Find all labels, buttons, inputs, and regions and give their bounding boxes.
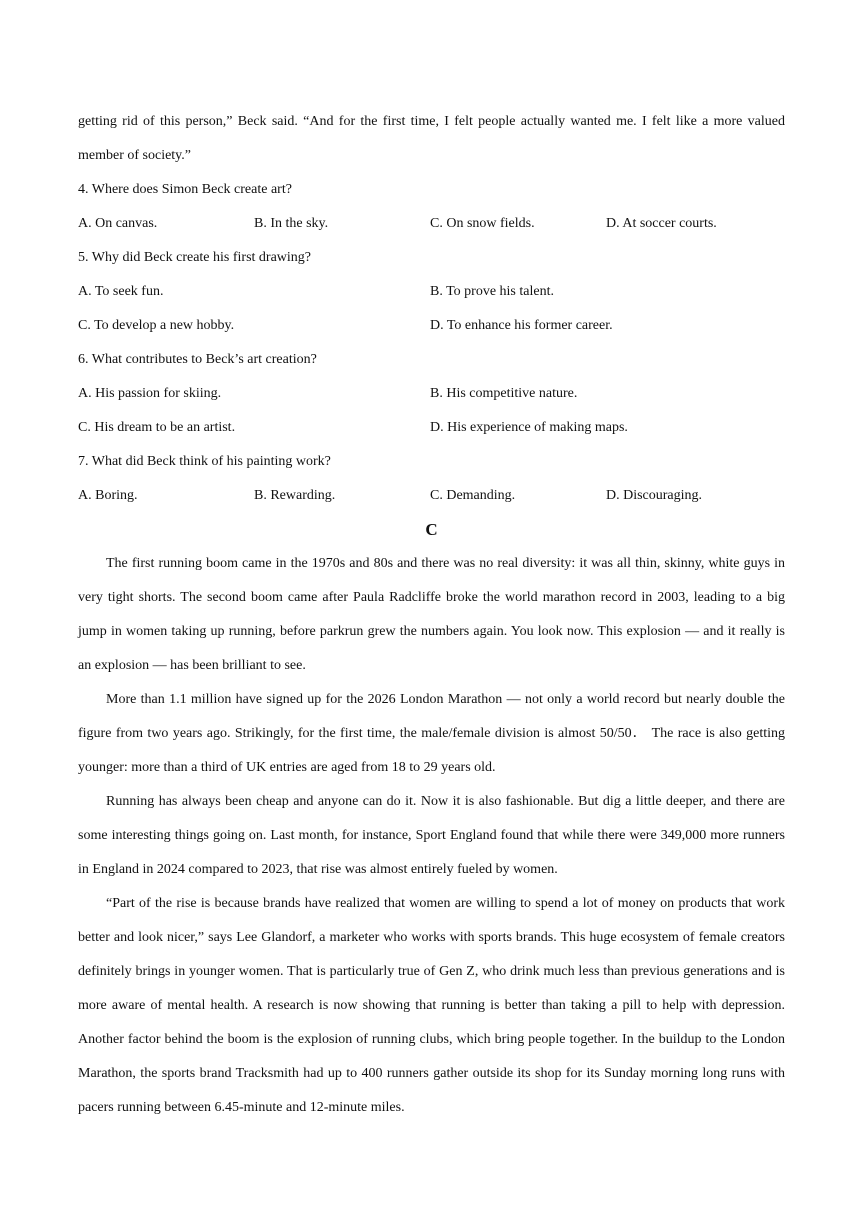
question-7-stem: 7. What did Beck think of his painting work? [78,454,331,469]
question-4-option-a: A. On canvas. [78,216,158,231]
question-5-option-b: B. To prove his talent. [430,284,554,299]
document-page [78,105,785,1125]
question-4-stem: 4. Where does Simon Beck create art? [78,182,292,197]
question-6-option-c: C. His dream to be an artist. [78,420,236,435]
question-7-option-d: D. Discouraging. [606,488,703,503]
section-paragraph-4: “Part of the rise is because brands have realized that women are willing to spend a lot of money on products that work better and look nicer,” says Lee Glandorf, a marketer who works with sports brands. This huge ecosystem of female creators definitely brings in younger women. That is particularly true of Gen Z, who drink much less than previous generations and is more aware of mental health. A research is now showing that running is better than taking a pill to help with depression. Another factor behind the boom is the explosion of running clubs, which bring people together. In the buildup to the London Marathon, the sports brand Tracksmith had up to 400 runners gather outside its shop for its Sunday morning long runs with pacers running between 6.45-minute and 12-minute miles. [78,896,785,1115]
question-6-options-row-2 [78,411,785,445]
question-5-option-d: D. To enhance his former career. [430,318,613,333]
question-7-option-c: C. Demanding. [430,488,516,503]
question-7-option-a: A. Boring. [78,488,138,503]
question-5-options-row-1 [78,275,785,309]
question-5-options-row-2 [78,309,785,343]
question-7-option-b: B. Rewarding. [254,488,336,503]
question-4-option-d: D. At soccer courts. [606,216,717,231]
question-7-options [78,479,785,513]
question-5-stem: 5. Why did Beck create his first drawing? [78,250,312,265]
question-6-option-a: A. His passion for skiing. [78,386,222,401]
question-6-options-row-1 [78,377,785,411]
section-paragraph-1: The first running boom came in the 1970s and 80s and there was no real diversity: it was all thin, skinny, white guys in very tight shorts. The second boom came after Paula Radcliffe broke the world marathon record in 2003, leading to a big jump in women taking up running, before parkrun grew the numbers again. You look now. This explosion — and it really is an explosion — has been brilliant to see. [78,556,785,673]
question-5-option-c: C. To develop a new hobby. [78,318,235,333]
question-4-option-c: C. On snow fields. [430,216,535,231]
question-4-option-b: B. In the sky. [254,216,329,231]
question-4-options [78,207,785,241]
intro-paragraph: getting rid of this person,” Beck said. “And for the first time, I felt people actually wanted me. I felt like a more valued member of society.” [78,114,785,163]
question-6-stem: 6. What contributes to Beck’s art creation? [78,352,317,367]
section-title: C [425,520,438,539]
question-6-option-b: B. His competitive nature. [430,386,578,401]
section-paragraph-3: Running has always been cheap and anyone can do it. Now it is also fashionable. But dig a little deeper, and there are some interesting things going on. Last month, for instance, Sport England found that while there were 349,000 more runners in England in 2024 compared to 2023, that rise was almost entirely fueled by women. [78,794,785,877]
section-paragraph-2: More than 1.1 million have signed up for the 2026 London Marathon — not only a world record but nearly double the figure from two years ago. Strikingly, for the first time, the male/female division is almost 50/50． The race is also getting younger: more than a third of UK entries are aged from 18 to 29 years old. [78,692,785,775]
question-5-option-a: A. To seek fun. [78,284,164,299]
question-6-option-d: D. His experience of making maps. [430,420,628,435]
